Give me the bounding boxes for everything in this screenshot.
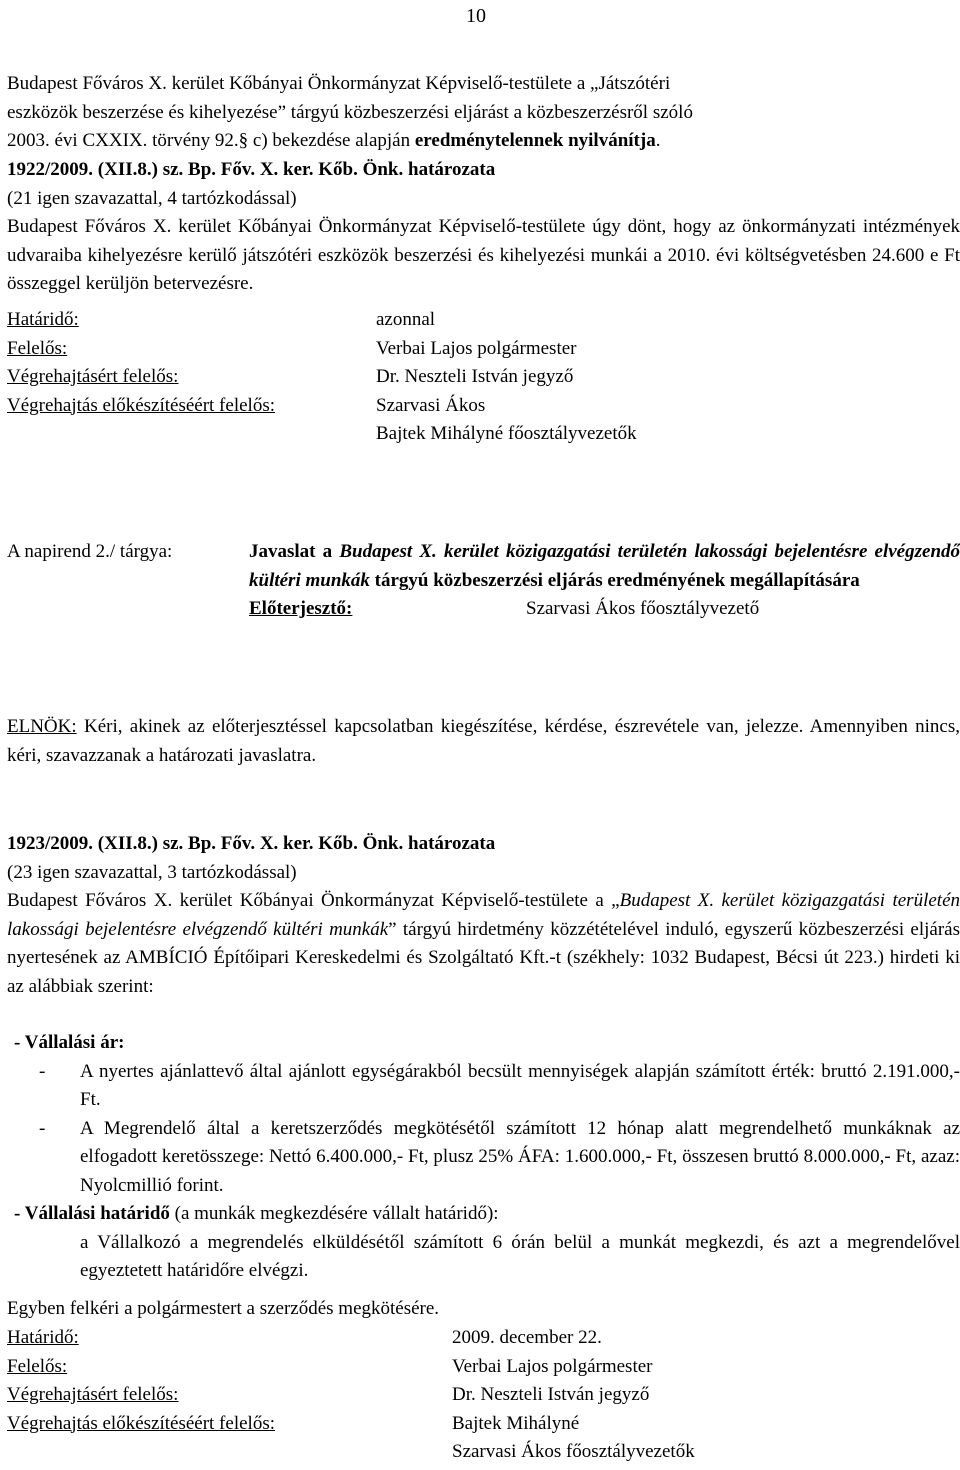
decision1-number: 1922/2009. (XII.8.) sz. Bp. Főv. X. ker. Kőb. Önk. határozata <box>7 159 496 180</box>
field-label: Határidő: <box>7 309 79 330</box>
decision2-text: Budapest Főváros X. kerület Kőbányai Önkormányzat Képviselő-testülete a „Budapest X. kerület közigazgatási területén lakossági bejelentésre elvégzendő kültéri munkák” tárgyú hirdetmény közzétételével induló, egyszerű közbeszerzési eljárás nyertesének az AMBÍCIÓ Építőipari Kereskedelmi és Szolgáltató Kft.-t (székhely: 1032 Budapest, Bécsi út 223.) hirdeti ki az alábbiak szerint: <box>7 890 960 997</box>
decision1-header <box>7 156 960 213</box>
field-value: Dr. Neszteli István jegyző <box>376 366 574 387</box>
intro-bold: eredménytelennek nyilvánítja <box>414 130 656 151</box>
dash-bullet: - <box>39 1117 46 1139</box>
decision1-vote: (21 igen szavazattal, 4 tartózkodással) <box>7 187 297 209</box>
deadline-note: (a munkák megkezdésére vállalt határidő): <box>169 1203 499 1224</box>
field-label: Végrehajtásért felelős: <box>7 1384 179 1405</box>
price-heading-row <box>7 1029 960 1058</box>
field-row <box>7 1410 960 1439</box>
field-row <box>7 420 960 449</box>
field-row <box>7 363 960 392</box>
field-label: Határidő: <box>7 1327 79 1348</box>
field-row <box>7 1353 960 1382</box>
decision2-header <box>7 830 960 887</box>
chair-paragraph <box>7 713 960 770</box>
field-value: Bajtek Mihályné <box>452 1412 580 1434</box>
agenda-label: A napirend 2./ tárgya: <box>7 541 173 562</box>
field-value: Szarvasi Ákos főosztályvezetők <box>452 1441 695 1462</box>
field-row <box>7 335 960 364</box>
field-label: Végrehajtás előkészítéséért felelős: <box>7 394 275 416</box>
page-number: 10 <box>466 5 486 27</box>
decision2-number: 1923/2009. (XII.8.) sz. Bp. Főv. X. ker. Kőb. Önk. határozata <box>7 833 496 854</box>
decision1-intro <box>7 70 960 156</box>
deadline-text: a Vállalkozó a megrendelés elküldésétől számított 6 órán belül a munkát megkezdi, és azt a megrendelővel egyeztetett határidőre elvégzi. <box>80 1231 960 1281</box>
field-value: Verbai Lajos polgármester <box>452 1355 653 1377</box>
field-row <box>7 1381 960 1410</box>
presenter-label: Előterjesztő: <box>249 598 353 619</box>
deadline-heading-row <box>7 1200 960 1229</box>
field-value: Dr. Neszteli István jegyző <box>452 1384 650 1405</box>
decision1-fields <box>7 306 960 449</box>
field-value: Verbai Lajos polgármester <box>376 337 577 359</box>
decision2-vote: (23 igen szavazattal, 3 tartózkodással) <box>7 861 297 883</box>
decision1-text: Budapest Főváros X. kerület Kőbányai Önkormányzat Képviselő-testülete úgy dönt, hogy az önkormányzati intézmények udvaraiba kihelyezésre kerülő játszótéri eszközök beszerzési és kihelyezési munkái a 2010. évi költségvetésben 24.600 e Ft összeggel kerüljön betervezésre. <box>7 216 960 294</box>
presenter-name: Szarvasi Ákos főosztályvezető <box>526 598 760 619</box>
intro-line-3: 2003. évi CXXIX. törvény 92.§ c) bekezdése alapján eredménytelennek nyilvánítja. <box>7 130 661 151</box>
list-item: - A Megrendelő által a keretszerződés megkötésétől számított 12 hónap alatt megrendelhető munkáknak az elfogadott keretösszege: Nettó 6.400.000,- Ft, plusz 25% ÁFA: 1.600.000,- Ft, összesen bruttó 8.000.000,- Ft, azaz: Nyolcmillió forint. <box>7 1115 960 1201</box>
section-sign: § <box>238 130 249 151</box>
field-row <box>7 1324 960 1353</box>
agenda-title: Javaslat a Budapest X. kerület közigazgatási területén lakossági bejelentésre elvégzendő kültéri munkák tárgyú közbeszerzési eljárás eredményének megállapítására <box>249 541 960 591</box>
intro-line-2: eszközök beszerzése és kihelyezése” tárgyú közbeszerzési eljárást a közbeszerzésről szóló <box>7 101 693 123</box>
field-label: Felelős: <box>7 337 68 359</box>
field-row <box>7 1438 960 1467</box>
list-item: - A nyertes ajánlattevő által ajánlott egységárakból becsült mennyiségek alapján számított érték: bruttó 2.191.000,-Ft. <box>7 1058 960 1115</box>
price-heading: - Vállalási ár: <box>14 1032 125 1053</box>
closing-sentence: Egyben felkéri a polgármestert a szerződés megkötésére. <box>7 1298 440 1319</box>
decision2-fields <box>7 1324 960 1467</box>
field-value: azonnal <box>376 309 436 330</box>
field-row <box>7 306 960 335</box>
dash-bullet: - <box>39 1060 46 1082</box>
field-label: Végrehajtásért felelős: <box>7 366 179 387</box>
field-value: Szarvasi Ákos <box>376 394 486 416</box>
field-value: Bajtek Mihályné főosztályvezetők <box>376 423 637 444</box>
deadline-heading: - Vállalási határidő <box>14 1203 170 1224</box>
chair-label: ELNÖK: <box>7 716 77 737</box>
field-row <box>7 392 960 421</box>
field-label: Felelős: <box>7 1355 68 1377</box>
presenter-row <box>249 595 960 624</box>
decision2-terms <box>7 1029 960 1286</box>
agenda-body <box>249 538 960 624</box>
chair-text: Kéri, akinek az előterjesztéssel kapcsolatban kiegészítése, kérdése, észrevétele van, jelezze. Amennyiben nincs, kéri, szavazzanak a határozati javaslatra. <box>7 716 960 766</box>
field-value: 2009. december 22. <box>452 1327 602 1348</box>
field-label: Végrehajtás előkészítéséért felelős: <box>7 1412 275 1434</box>
intro-line-1: Budapest Főváros X. kerület Kőbányai Önkormányzat Képviselő-testülete a „Játszótéri <box>7 73 671 94</box>
